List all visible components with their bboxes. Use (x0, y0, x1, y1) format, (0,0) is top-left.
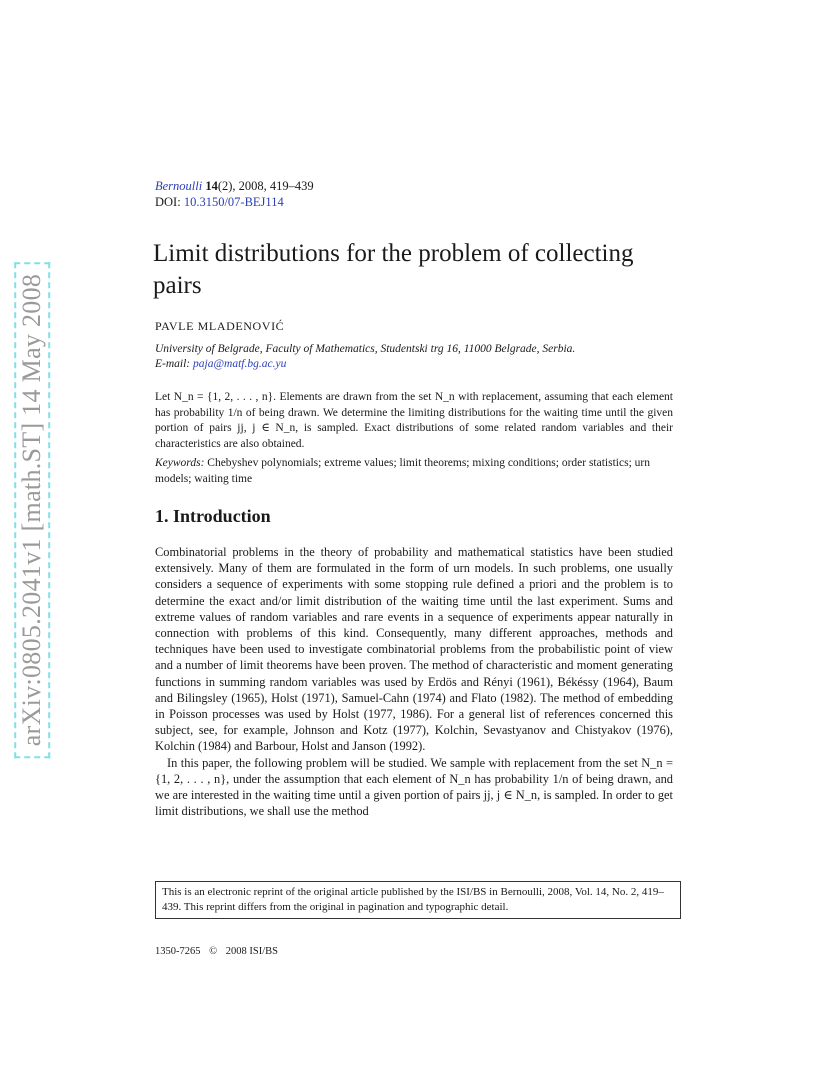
paragraph-1: Combinatorial problems in the theory of probability and mathematical statistics have been studied extensively. Many of them are formulated in the form of urn models. In such problems, one usually considers a sequence of experiments with some stopping rule defined a priori and the problem is to determine the exact and/or limit distribution of the waiting time until the last experiment. Sums and extreme values of random variables and rare events in a sequence of experiments appear naturally in connection with problems of this kind. Consequently, many different approaches, methods and techniques have been used to investigate combinatorial problems from the probabilistic point of view and a number of limit theorems have been proven. The method of characteristic and moment generating functions in summing random variables was used by Erdös and Rényi (1961), Békéssy (1964), Baum and Bilingsley (1965), Holst (1971), Samuel-Cahn (1974) and Flato (1982). The method of embedding in Poisson processes was used by Holst (1977, 1986). For a general list of references concerned this subject, see, for example, Johnson and Kotz (1977), Kolchin, Sevastyanov and Chistyakov (1976), Kolchin (1984) and Barbour, Holst and Janson (1992). (155, 545, 673, 754)
introduction-body (155, 544, 673, 819)
journal-name-link[interactable]: Bernoulli (155, 179, 203, 193)
keywords-list: Chebyshev polynomials; extreme values; limit theorems; mixing conditions; order statistics; urn models; waiting time (155, 457, 650, 485)
journal-issue-year-pages: (2), 2008, 419–439 (217, 179, 314, 193)
reprint-notice-box: This is an electronic reprint of the original article published by the ISI/BS in Bernoulli, 2008, Vol. 14, No. 2, 419–439. This reprint differs from the original in pagination and typographic detail. (155, 881, 681, 919)
copyright-text: 2008 ISI/BS (225, 946, 278, 957)
paper-title: Limit distributions for the problem of collecting pairs (153, 240, 634, 299)
journal-volume: 14 (205, 179, 218, 193)
keywords-block (155, 456, 673, 487)
journal-citation (155, 178, 314, 210)
section-heading-introduction: 1. Introduction (155, 506, 271, 526)
author-affiliation-block (155, 342, 675, 372)
keywords-label: Keywords: (155, 457, 205, 469)
doi-label: DOI: (155, 195, 181, 209)
arxiv-side-stamp (14, 240, 50, 780)
issn: 1350-7265 (155, 946, 201, 957)
email-link[interactable]: paja@matf.bg.ac.yu (193, 358, 287, 370)
abstract: Let N_n = {1, 2, . . . , n}. Elements are drawn from the set N_n with replacement, assuming that each element has probability 1/n of being drawn. We determine the limiting distributions for the waiting time until the given portion of pairs jj, j ∈ N_n, is sampled. Exact distributions of some related random variables and their characteristics are also obtained. (155, 391, 673, 450)
email-label: E-mail: (155, 358, 191, 370)
copyright-icon: © (209, 946, 218, 957)
affiliation: University of Belgrade, Faculty of Mathematics, Studentski trg 16, 11000 Belgrade, Serbia. (155, 343, 576, 355)
page-footer (155, 946, 284, 957)
paragraph-2: In this paper, the following problem will be studied. We sample with replacement from the set N_n = {1, 2, . . . , n}, under the assumption that each element of N_n has probability 1/n of being drawn, and we are interested in the waiting time until a given portion of pairs jj, j ∈ N_n, is sampled. In order to get limit distributions, we shall use the method (155, 755, 673, 819)
arxiv-identifier[interactable]: arXiv:0805.2041v1 [math.ST] 14 May 2008 (14, 262, 50, 758)
author-name: PAVLE MLADENOVIĆ (155, 319, 285, 333)
doi-link[interactable]: 10.3150/07-BEJ114 (183, 195, 284, 209)
